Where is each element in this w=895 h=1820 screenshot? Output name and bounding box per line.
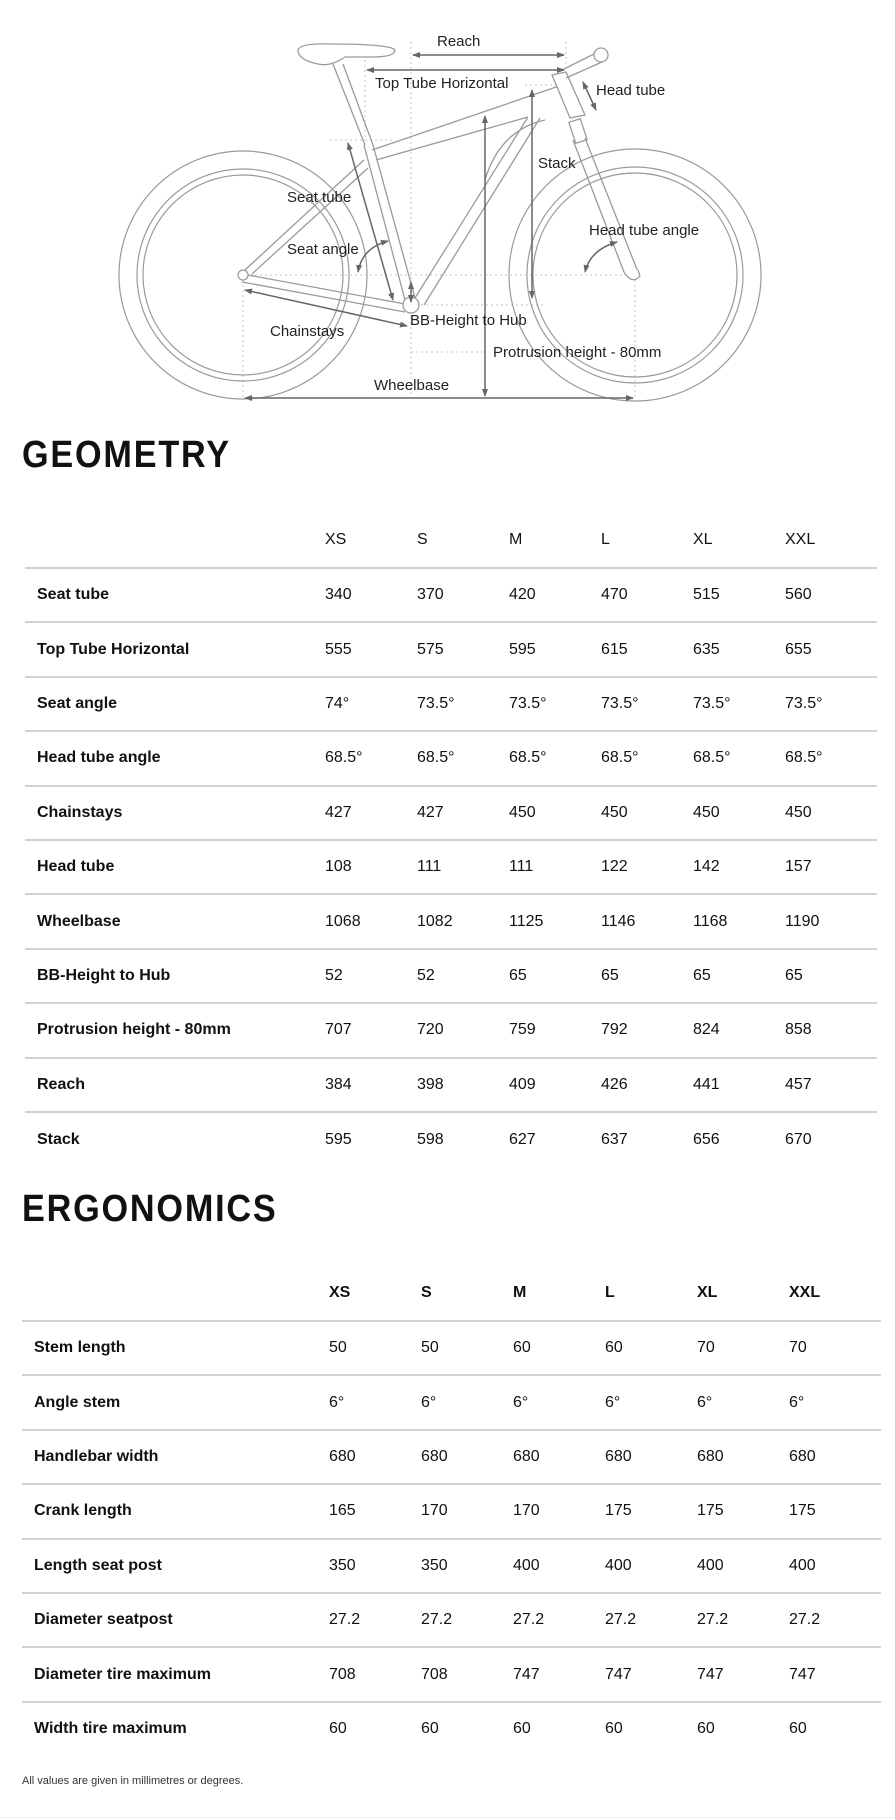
cell-value: 175 bbox=[789, 1502, 816, 1520]
cell-value: 555 bbox=[325, 640, 352, 658]
cell-value: 157 bbox=[785, 858, 812, 876]
cell-value: 680 bbox=[789, 1447, 816, 1465]
diagram-label-wheelbase: Wheelbase bbox=[374, 377, 450, 394]
cell-value: 70 bbox=[789, 1339, 807, 1357]
table-row bbox=[25, 1003, 877, 1057]
cell-value: 73.5° bbox=[785, 694, 823, 712]
cell-value: 340 bbox=[325, 586, 352, 604]
ergonomics-title: ERGONOMICS bbox=[22, 1188, 278, 1230]
cell-value: 400 bbox=[697, 1556, 724, 1574]
cell-value: 1082 bbox=[417, 912, 453, 930]
cell-value: 759 bbox=[509, 1021, 536, 1039]
cell-value: 398 bbox=[417, 1075, 444, 1093]
row-label: Reach bbox=[37, 1075, 86, 1093]
cell-value: 680 bbox=[421, 1447, 448, 1465]
cell-value: 73.5° bbox=[693, 694, 731, 712]
cell-value: 598 bbox=[417, 1130, 444, 1148]
cell-value: 655 bbox=[785, 640, 812, 658]
cell-value: 73.5° bbox=[601, 694, 639, 712]
size-header: XXL bbox=[789, 1284, 821, 1301]
cell-value: 450 bbox=[601, 803, 628, 821]
cell-value: 680 bbox=[697, 1447, 724, 1465]
row-label: Seat tube bbox=[37, 586, 110, 604]
cell-value: 60 bbox=[329, 1720, 347, 1738]
cell-value: 427 bbox=[325, 803, 352, 821]
diagram-label-head-tube: Head tube bbox=[596, 82, 666, 99]
row-label: Seat angle bbox=[37, 694, 118, 712]
table-row bbox=[25, 949, 877, 1003]
table-row bbox=[22, 1321, 881, 1375]
cell-value: 426 bbox=[601, 1075, 628, 1093]
cell-value: 6° bbox=[789, 1393, 805, 1411]
table-row bbox=[25, 1112, 877, 1166]
table-row bbox=[22, 1484, 881, 1538]
cell-value: 65 bbox=[601, 966, 619, 984]
cell-value: 450 bbox=[509, 803, 536, 821]
cell-value: 637 bbox=[601, 1130, 628, 1148]
row-label: Head tube bbox=[37, 858, 115, 876]
cell-value: 50 bbox=[329, 1339, 347, 1357]
cell-value: 595 bbox=[509, 640, 536, 658]
cell-value: 6° bbox=[329, 1393, 345, 1411]
cell-value: 60 bbox=[513, 1720, 531, 1738]
cell-value: 680 bbox=[605, 1447, 632, 1465]
row-label: Angle stem bbox=[34, 1393, 121, 1411]
row-label: Stack bbox=[37, 1130, 80, 1148]
cell-value: 1146 bbox=[601, 912, 636, 930]
cell-value: 52 bbox=[325, 966, 343, 984]
geometry-header-blank bbox=[25, 513, 325, 568]
cell-value: 427 bbox=[417, 803, 444, 821]
cell-value: 441 bbox=[693, 1075, 720, 1093]
cell-value: 170 bbox=[421, 1502, 448, 1520]
cell-value: 720 bbox=[417, 1021, 444, 1039]
cell-value: 400 bbox=[789, 1556, 816, 1574]
cell-value: 1068 bbox=[325, 912, 361, 930]
size-header: S bbox=[417, 531, 428, 548]
diagram-label-protrusion-height: Protrusion height - 80mm bbox=[493, 344, 662, 361]
diagram-label-reach: Reach bbox=[437, 33, 481, 50]
row-label: Protrusion height - 80mm bbox=[37, 1021, 231, 1039]
cell-value: 560 bbox=[785, 586, 812, 604]
row-label: Chainstays bbox=[37, 803, 123, 821]
cell-value: 68.5° bbox=[693, 749, 731, 767]
size-header: XL bbox=[697, 1284, 718, 1301]
size-header: L bbox=[601, 531, 610, 548]
cell-value: 470 bbox=[601, 586, 628, 604]
cell-value: 450 bbox=[785, 803, 812, 821]
cell-value: 50 bbox=[421, 1339, 439, 1357]
cell-value: 680 bbox=[329, 1447, 356, 1465]
cell-value: 68.5° bbox=[417, 749, 455, 767]
size-header: S bbox=[421, 1284, 432, 1301]
cell-value: 27.2 bbox=[697, 1611, 729, 1629]
table-row bbox=[22, 1702, 881, 1756]
cell-value: 27.2 bbox=[421, 1611, 453, 1629]
cell-value: 65 bbox=[693, 966, 711, 984]
table-row bbox=[25, 894, 877, 948]
cell-value: 27.2 bbox=[329, 1611, 361, 1629]
cell-value: 111 bbox=[417, 858, 442, 876]
cell-value: 142 bbox=[693, 858, 720, 876]
diagram-label-stack: Stack bbox=[538, 155, 576, 172]
cell-value: 615 bbox=[601, 640, 628, 658]
cell-value: 400 bbox=[605, 1556, 632, 1574]
ergonomics-header-blank bbox=[22, 1266, 329, 1321]
cell-value: 27.2 bbox=[605, 1611, 637, 1629]
cell-value: 6° bbox=[421, 1393, 437, 1411]
cell-value: 409 bbox=[509, 1075, 536, 1093]
cell-value: 670 bbox=[785, 1130, 812, 1148]
diagram-label-seat-angle: Seat angle bbox=[287, 241, 359, 258]
cell-value: 515 bbox=[693, 586, 720, 604]
cell-value: 27.2 bbox=[789, 1611, 821, 1629]
table-row bbox=[25, 677, 877, 731]
cell-value: 747 bbox=[513, 1665, 540, 1683]
cell-value: 68.5° bbox=[325, 749, 363, 767]
cell-value: 858 bbox=[785, 1021, 812, 1039]
geometry-title: GEOMETRY bbox=[22, 434, 231, 476]
cell-value: 65 bbox=[785, 966, 803, 984]
size-header: XXL bbox=[785, 531, 816, 548]
cell-value: 350 bbox=[329, 1556, 356, 1574]
cell-value: 575 bbox=[417, 640, 444, 658]
table-row bbox=[25, 840, 877, 894]
size-header: M bbox=[513, 1284, 527, 1301]
diagram-label-head-tube-angle: Head tube angle bbox=[589, 222, 700, 239]
cell-value: 6° bbox=[513, 1393, 529, 1411]
cell-value: 747 bbox=[697, 1665, 724, 1683]
cell-value: 108 bbox=[325, 858, 352, 876]
table-row bbox=[22, 1593, 881, 1647]
cell-value: 60 bbox=[513, 1339, 531, 1357]
size-header: XS bbox=[325, 531, 347, 548]
cell-value: 420 bbox=[509, 586, 536, 604]
cell-value: 595 bbox=[325, 1130, 352, 1148]
cell-value: 708 bbox=[329, 1665, 356, 1683]
cell-value: 627 bbox=[509, 1130, 536, 1148]
cell-value: 52 bbox=[417, 966, 435, 984]
table-row bbox=[22, 1539, 881, 1593]
cell-value: 6° bbox=[697, 1393, 713, 1411]
table-row bbox=[25, 1058, 877, 1112]
cell-value: 370 bbox=[417, 586, 444, 604]
row-label: Top Tube Horizontal bbox=[37, 640, 190, 658]
cell-value: 122 bbox=[601, 858, 628, 876]
table-row bbox=[22, 1375, 881, 1429]
row-label: BB-Height to Hub bbox=[37, 966, 171, 984]
geometry-header-row bbox=[25, 513, 877, 568]
bottom-divider bbox=[0, 1817, 895, 1818]
size-header: L bbox=[605, 1284, 615, 1301]
cell-value: 68.5° bbox=[509, 749, 547, 767]
cell-value: 60 bbox=[605, 1720, 623, 1738]
cell-value: 60 bbox=[789, 1720, 807, 1738]
geometry-table bbox=[25, 513, 877, 1166]
table-row bbox=[25, 622, 877, 676]
cell-value: 635 bbox=[693, 640, 720, 658]
table-row bbox=[22, 1430, 881, 1484]
cell-value: 457 bbox=[785, 1075, 812, 1093]
cell-value: 74° bbox=[325, 694, 350, 712]
cell-value: 175 bbox=[697, 1502, 724, 1520]
cell-value: 1190 bbox=[785, 912, 820, 930]
cell-value: 708 bbox=[421, 1665, 448, 1683]
size-header: M bbox=[509, 531, 523, 548]
cell-value: 60 bbox=[697, 1720, 715, 1738]
footnote: All values are given in millimetres or degrees. bbox=[22, 1775, 244, 1787]
cell-value: 170 bbox=[513, 1502, 540, 1520]
cell-value: 680 bbox=[513, 1447, 540, 1465]
cell-value: 450 bbox=[693, 803, 720, 821]
row-label: Head tube angle bbox=[37, 749, 161, 767]
cell-value: 65 bbox=[509, 966, 527, 984]
cell-value: 68.5° bbox=[601, 749, 639, 767]
cell-value: 165 bbox=[329, 1502, 356, 1520]
row-label: Wheelbase bbox=[37, 912, 121, 930]
row-label: Length seat post bbox=[34, 1556, 163, 1574]
cell-value: 70 bbox=[697, 1339, 715, 1357]
cell-value: 175 bbox=[605, 1502, 632, 1520]
ergonomics-header-row bbox=[22, 1266, 881, 1321]
cell-value: 73.5° bbox=[417, 694, 455, 712]
diagram-label-seat-tube: Seat tube bbox=[287, 189, 352, 206]
table-row bbox=[25, 786, 877, 840]
cell-value: 73.5° bbox=[509, 694, 547, 712]
cell-value: 747 bbox=[605, 1665, 632, 1683]
cell-value: 400 bbox=[513, 1556, 540, 1574]
row-label: Diameter tire maximum bbox=[34, 1665, 211, 1683]
diagram-label-top-tube-horizontal: Top Tube Horizontal bbox=[375, 75, 509, 92]
diagram-label-chainstays: Chainstays bbox=[270, 323, 345, 340]
row-label: Stem length bbox=[34, 1339, 126, 1357]
cell-value: 747 bbox=[789, 1665, 816, 1683]
cell-value: 824 bbox=[693, 1021, 720, 1039]
size-header: XS bbox=[329, 1284, 351, 1301]
size-header: XL bbox=[693, 531, 713, 548]
diagram-label-bb-height: BB-Height to Hub bbox=[410, 312, 527, 329]
cell-value: 68.5° bbox=[785, 749, 823, 767]
cell-value: 6° bbox=[605, 1393, 621, 1411]
cell-value: 1125 bbox=[509, 912, 544, 930]
cell-value: 111 bbox=[509, 858, 534, 876]
table-row bbox=[25, 568, 877, 622]
cell-value: 60 bbox=[421, 1720, 439, 1738]
cell-value: 1168 bbox=[693, 912, 728, 930]
cell-value: 656 bbox=[693, 1130, 720, 1148]
cell-value: 792 bbox=[601, 1021, 628, 1039]
row-label: Diameter seatpost bbox=[34, 1611, 173, 1629]
table-row bbox=[22, 1647, 881, 1701]
cell-value: 27.2 bbox=[513, 1611, 545, 1629]
row-label: Crank length bbox=[34, 1502, 132, 1520]
cell-value: 60 bbox=[605, 1339, 623, 1357]
cell-value: 350 bbox=[421, 1556, 448, 1574]
bike-geometry-diagram bbox=[0, 0, 895, 420]
row-label: Width tire maximum bbox=[34, 1720, 187, 1738]
table-row bbox=[25, 731, 877, 785]
row-label: Handlebar width bbox=[34, 1447, 159, 1465]
cell-value: 707 bbox=[325, 1021, 352, 1039]
ergonomics-table bbox=[22, 1266, 881, 1756]
cell-value: 384 bbox=[325, 1075, 352, 1093]
